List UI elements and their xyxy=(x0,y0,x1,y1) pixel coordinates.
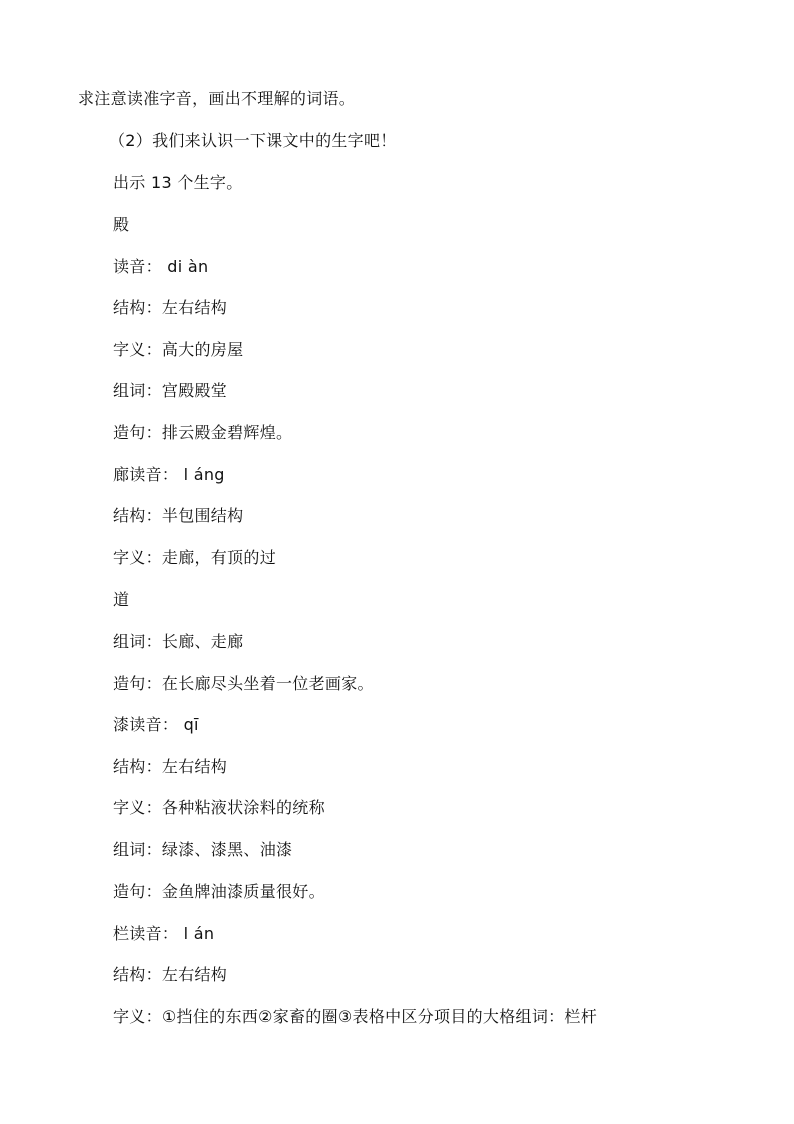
pronunciation-line: 廊读音： l áng xyxy=(113,465,225,484)
pronunciation-line: 漆读音： qī xyxy=(113,715,199,734)
sentence-line: 造句：排云殿金碧辉煌。 xyxy=(113,423,293,442)
meaning-line: 字义：各种粘液状涂料的统称 xyxy=(113,798,325,817)
paragraph-line: 出示 13 个生字。 xyxy=(113,173,243,192)
word-group-line: 组词：绿漆、漆黑、油漆 xyxy=(113,840,293,859)
meaning-line: 字义：高大的房屋 xyxy=(113,340,244,359)
sentence-line: 造句：金鱼牌油漆质量很好。 xyxy=(113,882,325,901)
character-heading: 殿 xyxy=(113,215,130,234)
meaning-line-continued: 道 xyxy=(113,590,130,609)
pronunciation-line: 读音： di àn xyxy=(113,257,209,276)
meaning-line: 字义：①挡住的东西②家畜的圈③表格中区分项目的大格组词：栏杆 xyxy=(113,1007,598,1026)
structure-line: 结构：左右结构 xyxy=(113,298,228,317)
pronunciation-line: 栏读音： l án xyxy=(113,924,215,943)
word-group-line: 组词：长廊、走廊 xyxy=(113,632,244,651)
section-heading: （2）我们来认识一下课文中的生字吧！ xyxy=(109,131,397,150)
paragraph-line: 求注意读准字音，画出不理解的词语。 xyxy=(78,89,356,108)
sentence-line: 造句：在长廊尽头坐着一位老画家。 xyxy=(113,674,374,693)
structure-line: 结构：左右结构 xyxy=(113,757,228,776)
word-group-line: 组词：宫殿殿堂 xyxy=(113,381,228,400)
meaning-line: 字义：走廊，有顶的过 xyxy=(113,548,277,567)
structure-line: 结构：左右结构 xyxy=(113,965,228,984)
structure-line: 结构：半包围结构 xyxy=(113,506,244,525)
